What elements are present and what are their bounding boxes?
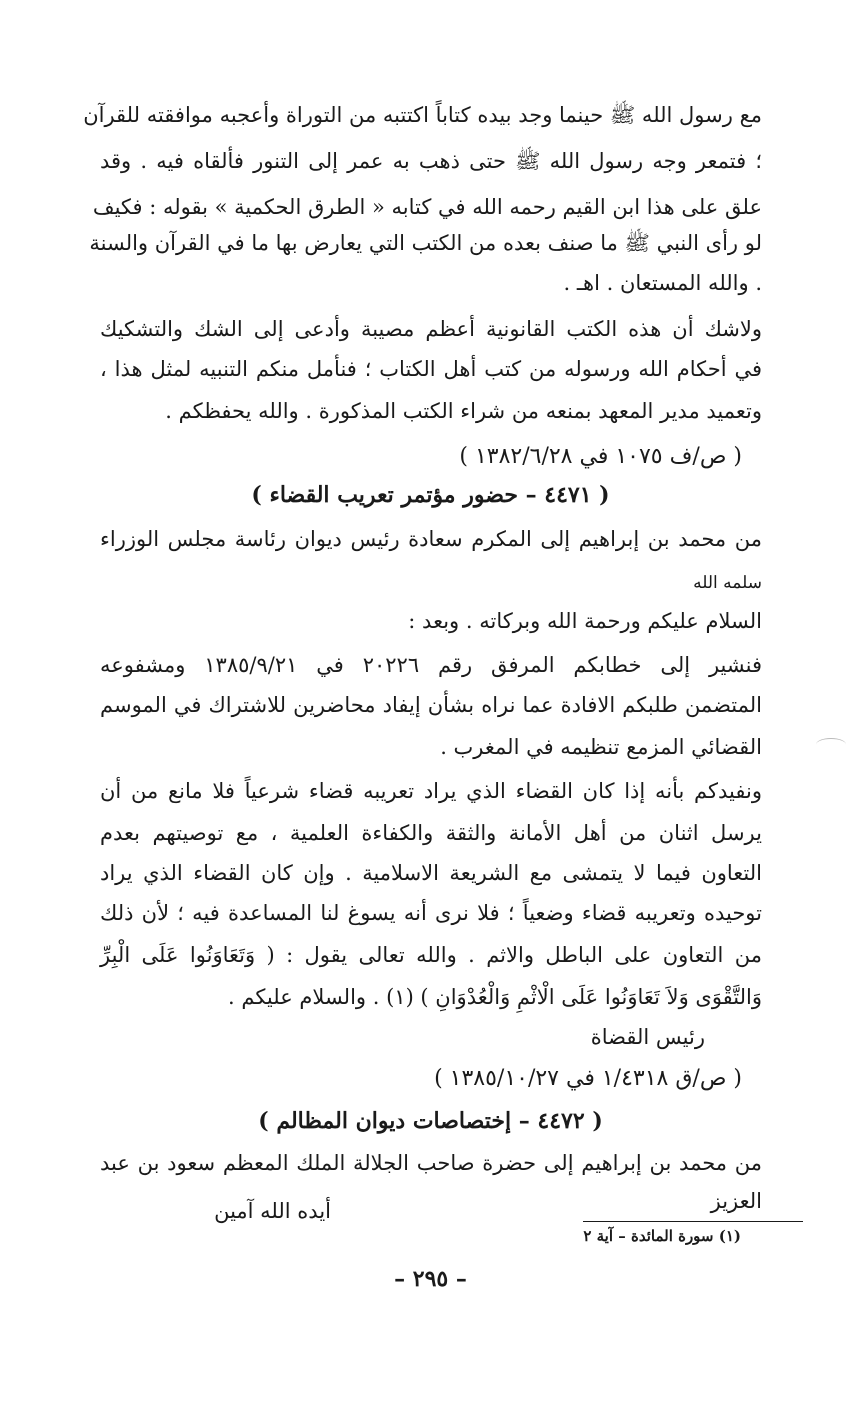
text-line: التعاون فيما لا يتمشى مع الشريعة الاسلامية . وإن كان القضاء الذي يراد [100,861,762,885]
section-heading: ( ٤٤٧٢ – إختصاصات ديوان المظالم ) [258,1108,603,1134]
text-line: في أحكام الله ورسوله من كتب أهل الكتاب ؛ فنأمل منكم التنبيه لمثل هذا ، [100,357,762,381]
footnote: (١) سورة المائدة – آية ٢ [583,1227,741,1245]
margin-mark [816,738,846,751]
letter-reference: ( ص/ف ١٠٧٥ في ١٣٨٢/٦/٢٨ ) [459,444,742,469]
text-line: علق على هذا ابن القيم رحمه الله في كتابه « الطرق الحكمية » بقوله : فكيف [92,195,762,219]
footnote-divider [583,1221,803,1222]
section-heading: ( ٤٤٧١ – حضور مؤتمر تعريب القضاء ) [251,482,610,508]
text-line: من محمد بن إبراهيم إلى حضرة صاحب الجلالة الملك المعظم سعود بن عبد [100,1151,762,1175]
page-number: – ٢٩٥ – [394,1266,467,1292]
text-line: توحيده وتعريبه قضاء وضعياً ؛ فلا نرى أنه يسوغ لنا المساعدة فيه ؛ لأن ذلك [100,901,762,925]
text-line: لو رأى النبي ﷺ ما صنف بعده من الكتب التي يعارض بها ما في القرآن والسنة [89,231,762,255]
text-line: ونفيدكم بأنه إذا كان القضاء الذي يراد تعريبه قضاء شرعياً فلا مانع من أن [100,779,762,803]
text-line: ولاشك أن هذه الكتب القانونية أعظم مصيبة وأدعى إلى الشك والتشكيك [100,317,762,341]
text-line: القضائي المزمع تنظيمه في المغرب . [440,735,762,759]
text-line: السلام عليكم ورحمة الله وبركاته . وبعد : [408,609,762,633]
text-line: ؛ فتمعر وجه رسول الله ﷺ حتى ذهب به عمر إلى التنور فألقاه فيه . وقد [100,149,762,173]
text-line: . والله المستعان . اهـ . [563,271,762,295]
signature-title: رئيس القضاة [590,1025,705,1049]
text-line: العزيز [710,1189,762,1213]
text-line: يرسل اثنان من أهل الأمانة والثقة والكفاءة العلمية ، مع توصيتهم بعدم [100,821,762,845]
text-line: وتعميد مدير المعهد بمنعه من شراء الكتب المذكورة . والله يحفظكم . [165,399,762,423]
text-line: المتضمن طلبكم الافادة عما نراه بشأن إيفاد محاضرين للاشتراك في الموسم [100,693,762,717]
text-line: سلمه الله [693,573,762,593]
text-line: أيده الله آمين [214,1199,331,1223]
text-line: من محمد بن إبراهيم إلى المكرم سعادة رئيس ديوان رئاسة مجلس الوزراء [100,527,762,551]
text-line: مع رسول الله ﷺ حينما وجد بيده كتاباً اكتتبه من التوراة وأعجبه موافقته للقرآن [83,103,762,127]
letter-reference: ( ص/ق ١/٤٣١٨ في ١٣٨٥/١٠/٢٧ ) [434,1066,742,1091]
text-line: وَالتَّقْوَى وَلاَ تَعَاوَنُوا عَلَى الْاثْمِ وَالْعُدْوَانِ ) (١) . والسلام عليكم . [228,985,762,1009]
text-line: من التعاون على الباطل والاثم . والله تعالى يقول : ( وَتَعَاوَنُوا عَلَى الْبِرِّ [100,943,762,967]
text-line: فنشير إلى خطابكم المرفق رقم ٢٠٢٢٦ في ١٣٨٥/٩/٢١ ومشفوعه [100,653,762,677]
